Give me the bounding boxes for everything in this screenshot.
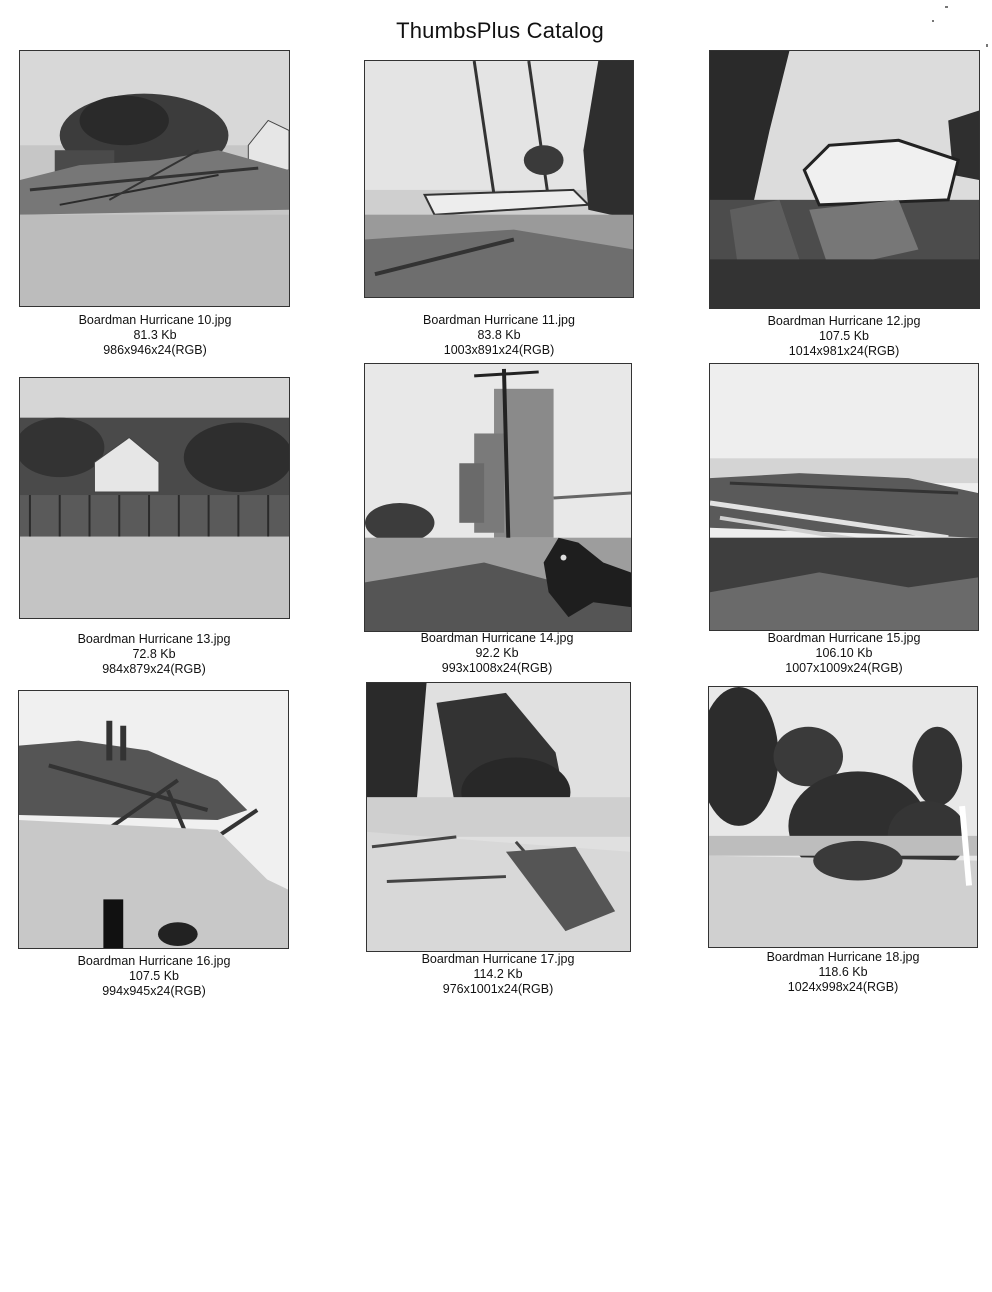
thumbnail-dimensions: 1003x891x24(RGB)	[443, 343, 555, 357]
thumbnail-caption-13	[4, 632, 304, 677]
photo-grain-elevator-horse	[365, 364, 631, 631]
thumbnail-filename: Boardman Hurricane 10.jpg	[78, 313, 232, 327]
photo-wrecked-pier	[710, 364, 978, 630]
photo-damaged-house-tree	[20, 51, 289, 306]
scan-speck	[932, 20, 934, 22]
thumbnail-caption-10	[5, 313, 305, 358]
thumbnail-dimensions: 976x1001x24(RGB)	[442, 982, 554, 996]
thumbnail-caption-15	[694, 631, 992, 676]
thumbnail-image-11[interactable]	[364, 60, 634, 298]
thumbnail-filesize: 107.5 Kb	[128, 969, 180, 983]
thumbnail-dimensions: 1007x1009x24(RGB)	[785, 661, 903, 675]
scan-speck	[945, 6, 948, 8]
thumbnail-image-10[interactable]	[19, 50, 290, 307]
thumbnail-image-12[interactable]	[709, 50, 980, 309]
thumbnail-caption-12	[694, 314, 992, 359]
thumbnail-filename: Boardman Hurricane 12.jpg	[767, 314, 921, 328]
thumbnail-filesize: 92.2 Kb	[475, 646, 519, 660]
thumbnail-filename: Boardman Hurricane 14.jpg	[420, 631, 574, 645]
thumbnail-image-17[interactable]	[366, 682, 631, 952]
thumbnail-dimensions: 1024x998x24(RGB)	[787, 980, 899, 994]
photo-beached-sailboat	[365, 61, 633, 297]
thumbnail-filename: Boardman Hurricane 13.jpg	[77, 632, 231, 646]
thumbnail-filename: Boardman Hurricane 11.jpg	[423, 313, 575, 327]
thumbnail-filename: Boardman Hurricane 18.jpg	[766, 950, 920, 964]
thumbnail-caption-14	[347, 631, 647, 676]
thumbnail-dimensions: 1014x981x24(RGB)	[788, 344, 900, 358]
photo-fallen-tree-debris	[367, 683, 630, 951]
thumbnail-filesize: 114.2 Kb	[473, 967, 523, 981]
photo-uprooted-trees	[709, 687, 977, 947]
photo-wrecked-boat	[710, 51, 979, 308]
thumbnail-filesize: 106.10 Kb	[815, 646, 873, 660]
thumbnail-dimensions: 993x1008x24(RGB)	[441, 661, 553, 675]
thumbnail-filename: Boardman Hurricane 16.jpg	[77, 954, 231, 968]
photo-house-fence	[20, 378, 289, 618]
thumbnail-caption-18	[693, 950, 992, 995]
thumbnail-image-16[interactable]	[18, 690, 289, 949]
thumbnail-caption-11	[349, 313, 649, 358]
thumbnail-image-13[interactable]	[19, 377, 290, 619]
thumbnail-filesize: 83.8 Kb	[477, 328, 521, 342]
thumbnail-filesize: 107.5 Kb	[818, 329, 870, 343]
catalog-title: ThumbsPlus Catalog	[396, 18, 604, 43]
thumbnail-image-18[interactable]	[708, 686, 978, 948]
thumbnail-dimensions: 986x946x24(RGB)	[103, 343, 207, 357]
thumbnail-image-15[interactable]	[709, 363, 979, 631]
thumbnail-filename: Boardman Hurricane 15.jpg	[767, 631, 921, 645]
photo-collapsed-building	[19, 691, 288, 948]
thumbnail-caption-16	[4, 954, 304, 999]
thumbnail-filesize: 81.3 Kb	[133, 328, 177, 342]
thumbnail-dimensions: 984x879x24(RGB)	[102, 662, 206, 676]
thumbnail-filesize: 118.6 Kb	[818, 965, 868, 979]
thumbnail-caption-17	[348, 952, 648, 997]
thumbnail-image-14[interactable]	[364, 363, 632, 632]
thumbnail-filesize: 72.8 Kb	[132, 647, 176, 661]
thumbnail-dimensions: 994x945x24(RGB)	[102, 984, 206, 998]
scan-speck	[986, 44, 988, 47]
thumbnail-filename: Boardman Hurricane 17.jpg	[421, 952, 575, 966]
